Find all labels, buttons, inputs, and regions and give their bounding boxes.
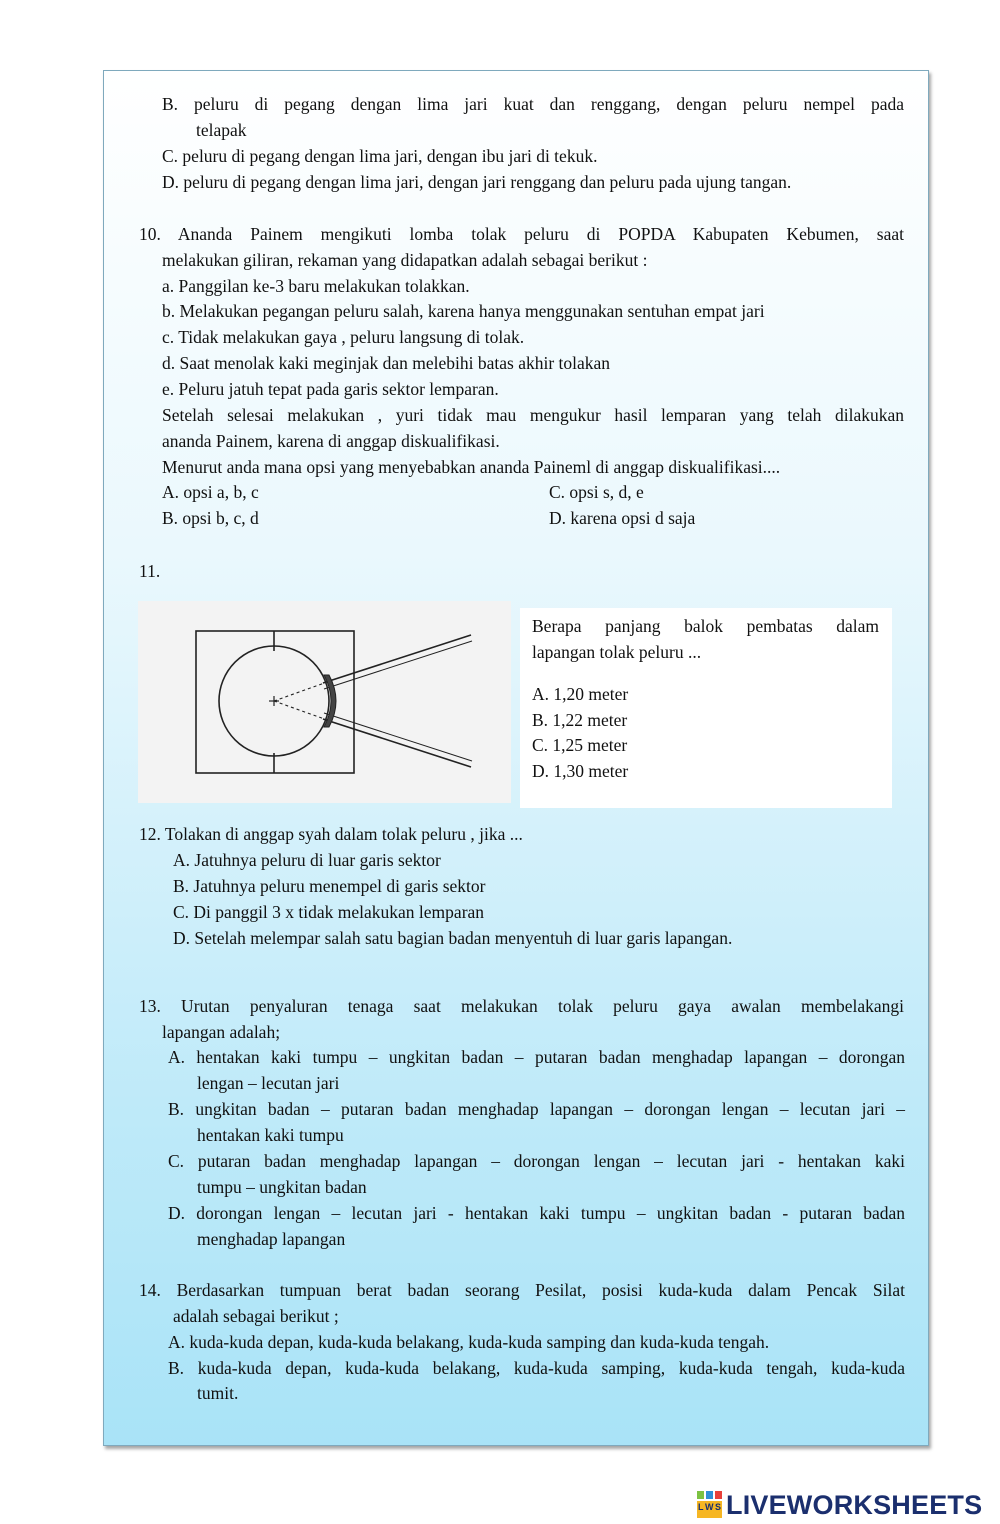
q13-option-a-line2: lengan – lecutan jari [197, 1073, 340, 1093]
logo-letter-l: L [698, 1502, 704, 1512]
q11-question-line2: lapangan tolak peluru ... [532, 642, 702, 662]
q9-option-b-line2: telapak [196, 120, 247, 140]
q13-option-b-line2: hentakan kaki tumpu [197, 1125, 344, 1145]
q11-option-b: B. 1,22 meter [532, 710, 628, 730]
sector-line-lower [323, 719, 471, 767]
q10-after-line1: Setelah selesai melakukan , yuri tidak mau mengukur hasil lemparan yang telah dilakukan [162, 405, 904, 425]
q11-question-line1: Berapa panjang balok pembatas dalam [532, 616, 879, 636]
liveworksheets-logo-icon [697, 1491, 723, 1519]
q10-option-c: C. opsi s, d, e [549, 482, 644, 502]
q13-option-c-line1: C. putaran badan menghadap lapangan – dorongan lengan – lecutan jari - hentakan kaki [168, 1151, 905, 1171]
sector-dash-lower [274, 701, 330, 721]
q10-option-a: A. opsi a, b, c [162, 482, 259, 502]
q9-option-d: D. peluru di pegang dengan lima jari, dengan jari renggang dan peluru pada ujung tangan. [162, 172, 792, 192]
q10-item-d: d. Saat menolak kaki meginjak dan melebihi batas akhir tolakan [162, 353, 611, 373]
logo-letter-w: W [705, 1502, 714, 1512]
q10-option-d: D. karena opsi d saja [549, 508, 696, 528]
sector-line-upper-2 [324, 641, 472, 689]
q13-stem-line1: 13. Urutan penyaluran tenaga saat melakukan tolak peluru gaya awalan membelakangi [139, 996, 904, 1016]
q10-after-line2: ananda Painem, karena di anggap diskualifikasi. [162, 431, 500, 451]
q9-option-c: C. peluru di pegang dengan lima jari, dengan ibu jari di tekuk. [162, 146, 598, 166]
q13-option-d-line1: D. dorongan lengan – lecutan jari - hentakan kaki tumpu – ungkitan badan - putaran badan [168, 1203, 905, 1223]
q10-item-b: b. Melakukan pegangan peluru salah, karena hanya menggunakan sentuhan empat jari [162, 301, 765, 321]
q11-option-d: D. 1,30 meter [532, 761, 629, 781]
q11-option-a: A. 1,20 meter [532, 684, 629, 704]
q10-stem-line2: melakukan giliran, rekaman yang didapatkan adalah sebagai berikut : [162, 250, 648, 270]
q13-option-b-line1: B. ungkitan badan – putaran badan menghadap lapangan – dorongan lengan – lecutan jari – [168, 1099, 905, 1119]
q10-item-c: c. Tidak melakukan gaya , peluru langsung di tolak. [162, 327, 525, 347]
q13-option-d-line2: menghadap lapangan [197, 1229, 346, 1249]
shot-put-field-svg [138, 601, 511, 803]
liveworksheets-brand[interactable] [697, 1488, 982, 1522]
sector-line-upper [323, 635, 471, 683]
q12-option-d: D. Setelah melempar salah satu bagian badan menyentuh di luar garis lapangan. [173, 928, 733, 948]
q14-option-b-line1: B. kuda-kuda depan, kuda-kuda belakang, kuda-kuda samping, kuda-kuda tengah, kuda-kuda [168, 1358, 905, 1378]
sector-dash-upper [274, 681, 330, 701]
q12-question: 12. Tolakan di anggap syah dalam tolak peluru , jika ... [139, 824, 523, 844]
q9-option-b-line1: B. peluru di pegang dengan lima jari kuat dan renggang, dengan peluru nempel pada [162, 94, 904, 114]
q11-number: 11. [139, 561, 161, 581]
q14-option-a: A. kuda-kuda depan, kuda-kuda belakang, kuda-kuda samping dan kuda-kuda tengah. [168, 1332, 770, 1352]
logo-letter-s: S [715, 1502, 722, 1512]
q10-option-b: B. opsi b, c, d [162, 508, 259, 528]
q12-option-a: A. Jatuhnya peluru di luar garis sektor [173, 850, 441, 870]
shot-put-field-diagram [138, 601, 511, 803]
q10-question: Menurut anda mana opsi yang menyebabkan ananda Paineml di anggap diskualifikasi.... [162, 457, 781, 477]
q14-stem-line2: adalah sebagai berikut ; [173, 1306, 339, 1326]
q13-option-a-line1: A. hentakan kaki tumpu – ungkitan badan – putaran badan menghadap lapangan – dorongan [168, 1047, 905, 1067]
q12-option-c: C. Di panggil 3 x tidak melakukan lemparan [173, 902, 485, 922]
q13-stem-line2: lapangan adalah; [162, 1022, 281, 1042]
q10-stem-line1: 10. Ananda Painem mengikuti lomba tolak peluru di POPDA Kabupaten Kebumen, saat [139, 224, 904, 244]
sector-line-lower-2 [324, 713, 472, 761]
q14-option-b-line2: tumit. [197, 1383, 239, 1403]
q10-item-a: a. Panggilan ke-3 baru melakukan tolakkan. [162, 276, 470, 296]
liveworksheets-wordmark: LIVEWORKSHEETS [726, 1489, 983, 1520]
q10-item-e: e. Peluru jatuh tepat pada garis sektor lemparan. [162, 379, 499, 399]
q11-option-c: C. 1,25 meter [532, 735, 628, 755]
q12-option-b: B. Jatuhnya peluru menempel di garis sektor [173, 876, 486, 896]
q13-option-c-line2: tumpu – ungkitan badan [197, 1177, 367, 1197]
q14-stem-line1: 14. Berdasarkan tumpuan berat badan seorang Pesilat, posisi kuda-kuda dalam Pencak Silat [139, 1280, 905, 1300]
